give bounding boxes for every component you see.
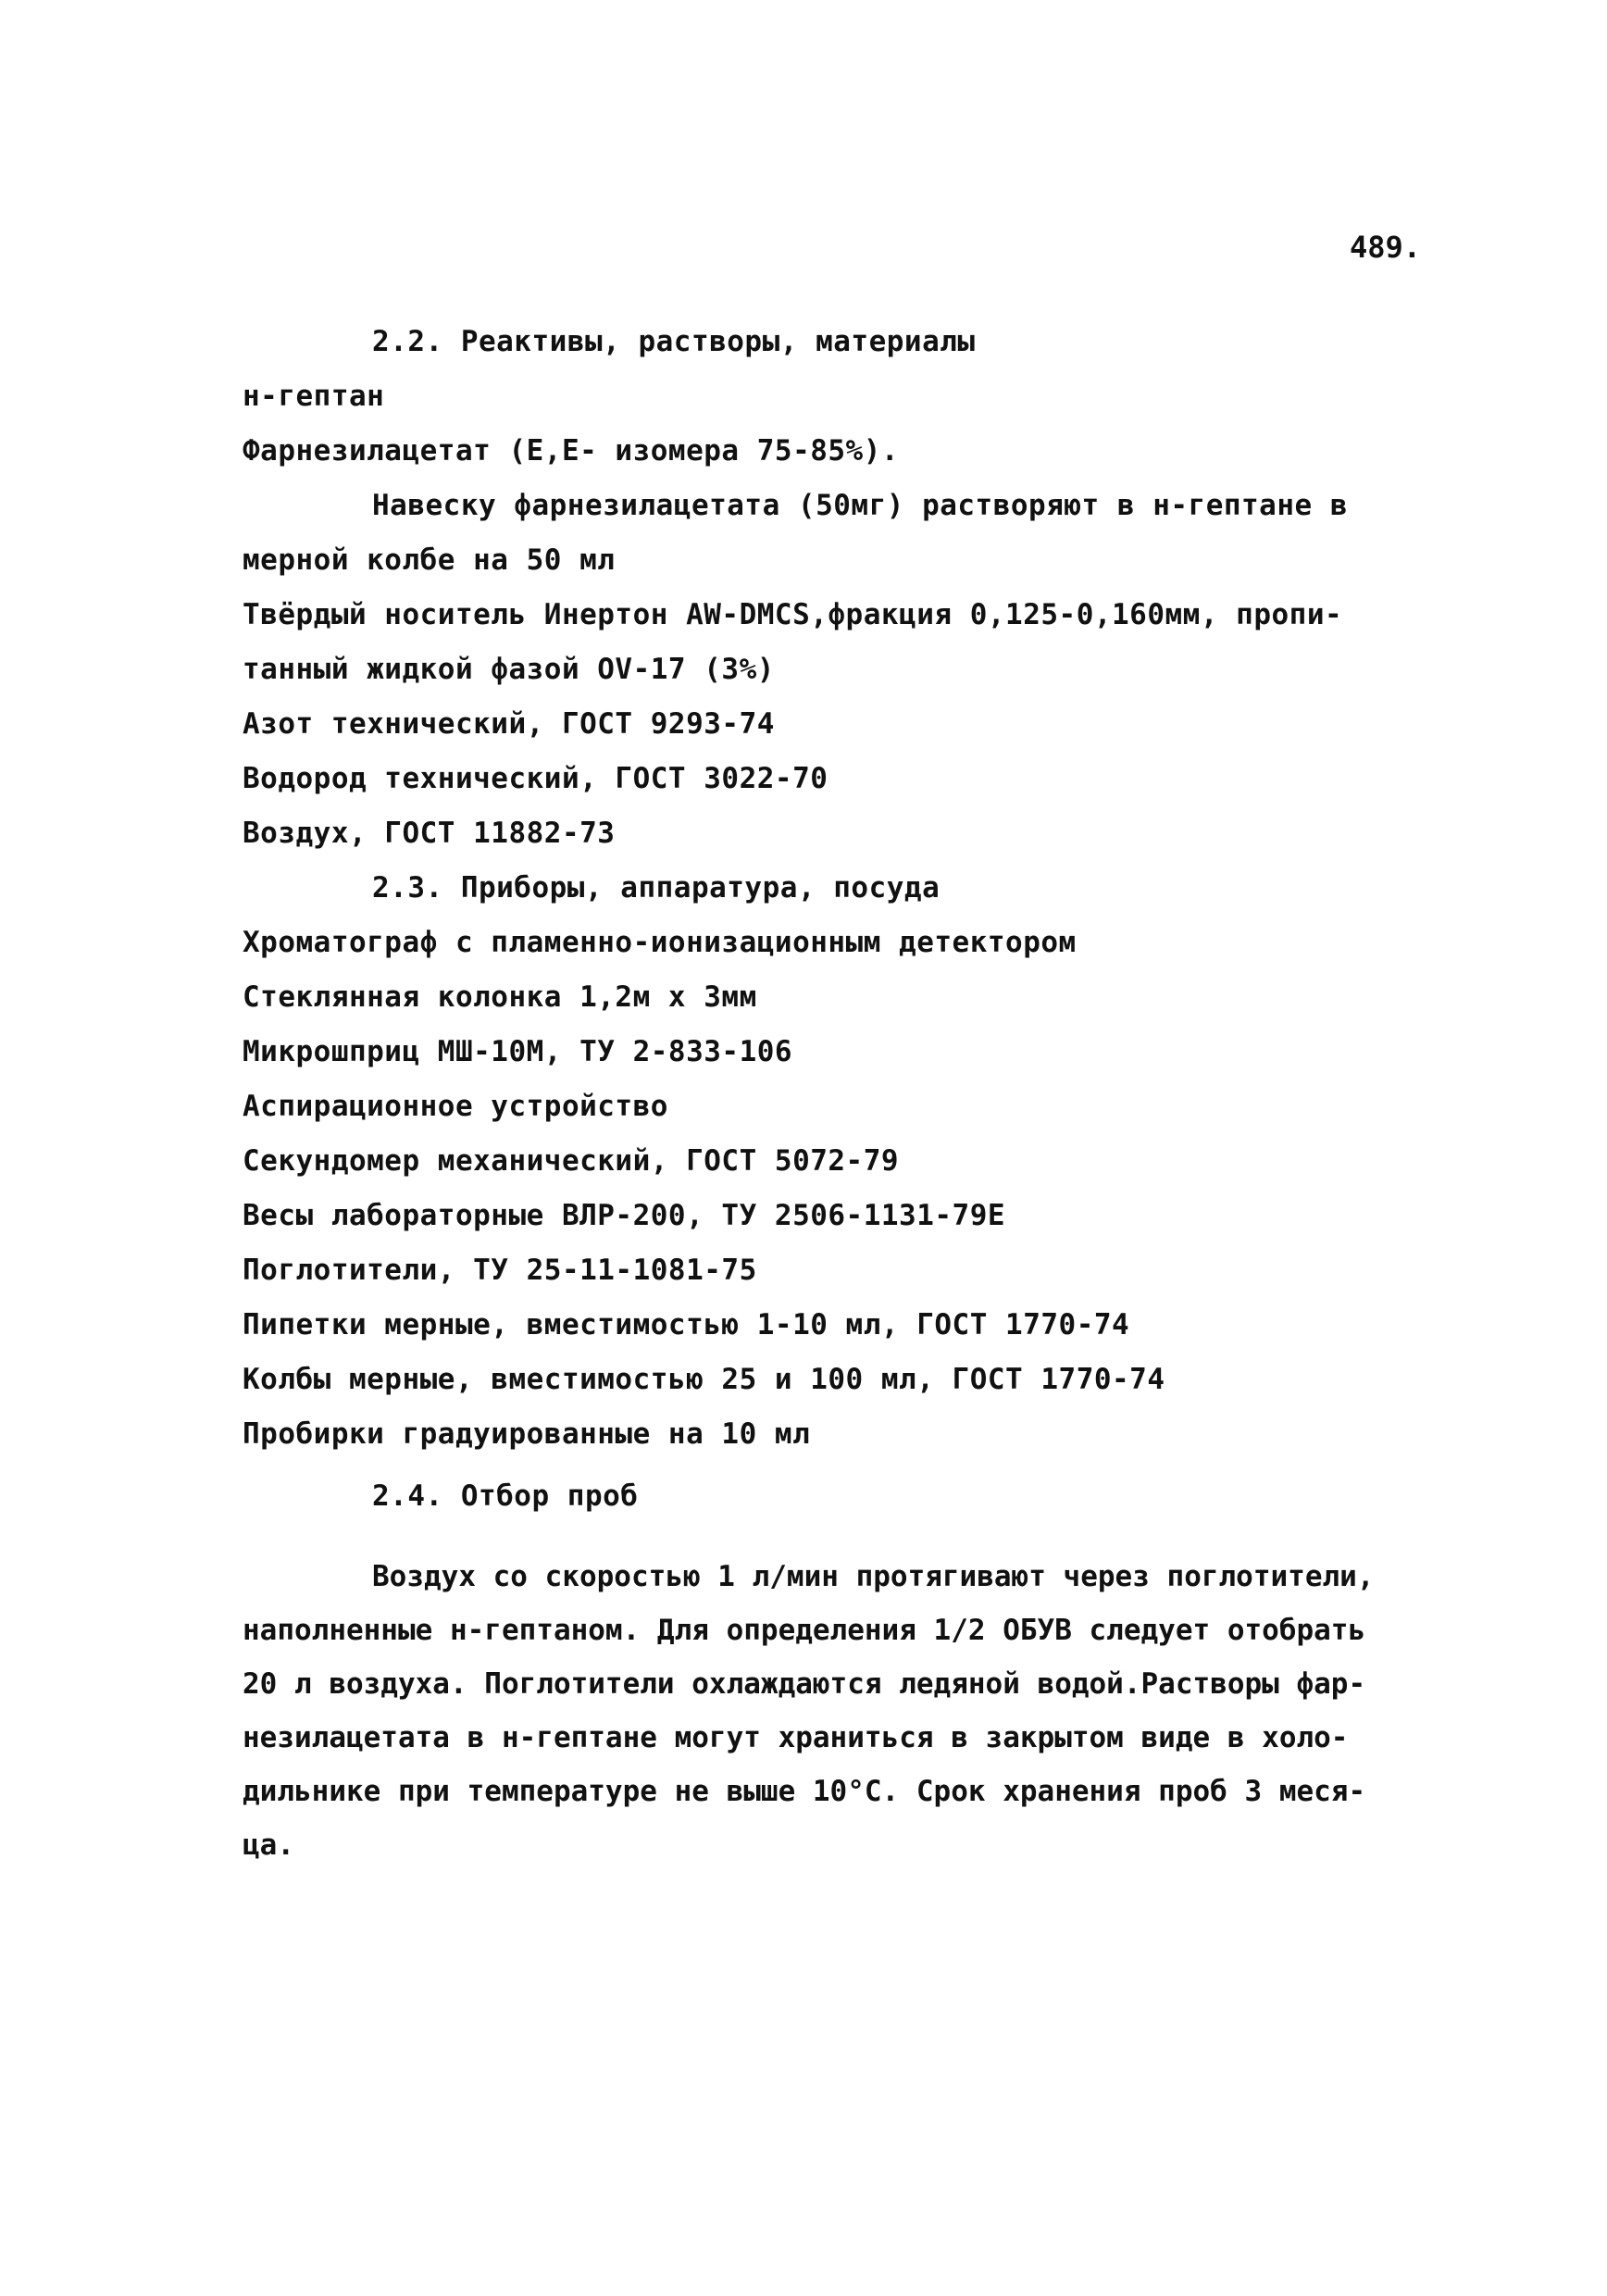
paragraph-line: незилацетата в н-гептане могут храниться в закрытом виде в холо-: [243, 1721, 1349, 1754]
carrier-line: танный жидкой фазой OV-17 (3%): [243, 653, 775, 686]
carrier-line: Твёрдый носитель Инертон AW-DMCS,фракция 0,125-0,160мм, пропи-: [243, 598, 1343, 631]
gas-line: Воздух, ГОСТ 11882-73: [243, 817, 616, 850]
preparation-paragraph-first-line: Навеску фарнезилацетата (50мг) растворяют в н-гептане в: [372, 489, 1348, 522]
equipment-item: Пипетки мерные, вместимостью 1-10 мл, ГОСТ 1770-74: [243, 1308, 1130, 1341]
equipment-item: Аспирационное устройство: [243, 1090, 668, 1123]
equipment-item: Микрошприц МШ-10М, ТУ 2-833-106: [243, 1035, 793, 1068]
section-2-3-heading: 2.3. Приборы, аппаратура, посуда: [372, 871, 941, 905]
gas-line: Водород технический, ГОСТ 3022-70: [243, 762, 828, 795]
section-2-2-heading: 2.2. Реактивы, растворы, материалы: [372, 325, 976, 358]
equipment-item: Колбы мерные, вместимостью 25 и 100 мл, ГОСТ 1770-74: [243, 1363, 1165, 1396]
sampling-paragraph: [243, 1550, 1390, 1872]
paragraph-line: Воздух со скоростью 1 л/мин протягивают через поглотители,: [372, 1560, 1375, 1593]
paragraph-line: дильнике при температуре не выше 10°С. Срок хранения проб 3 меся-: [243, 1775, 1366, 1808]
reagent-line: н-гептан: [243, 380, 385, 413]
document-body: [243, 315, 1390, 1872]
equipment-item: Секундомер механический, ГОСТ 5072-79: [243, 1144, 900, 1178]
preparation-paragraph-continuation: мерной колбе на 50 мл: [243, 543, 616, 577]
equipment-item: Стеклянная колонка 1,2м х 3мм: [243, 980, 757, 1014]
equipment-item: Пробирки градуированные на 10 мл: [243, 1417, 811, 1451]
page-number: 489.: [1350, 230, 1422, 265]
paragraph-line: ца.: [243, 1828, 294, 1862]
equipment-item: Поглотители, ТУ 25-11-1081-75: [243, 1254, 757, 1287]
equipment-item: Весы лабораторные ВЛР-200, ТУ 2506-1131-79Е: [243, 1199, 1006, 1232]
gas-line: Азот технический, ГОСТ 9293-74: [243, 707, 775, 741]
paragraph-line: 20 л воздуха. Поглотители охлаждаются ледяной водой.Растворы фар-: [243, 1667, 1366, 1701]
paragraph-line: наполненные н-гептаном. Для определения 1/2 ОБУВ следует отобрать: [243, 1614, 1366, 1647]
section-2-4-heading: 2.4. Отбор проб: [372, 1479, 639, 1513]
reagent-line: Фарнезилацетат (Е,Е- изомера 75-85%).: [243, 434, 900, 468]
equipment-item: Хроматограф с пламенно-ионизационным детектором: [243, 926, 1077, 959]
